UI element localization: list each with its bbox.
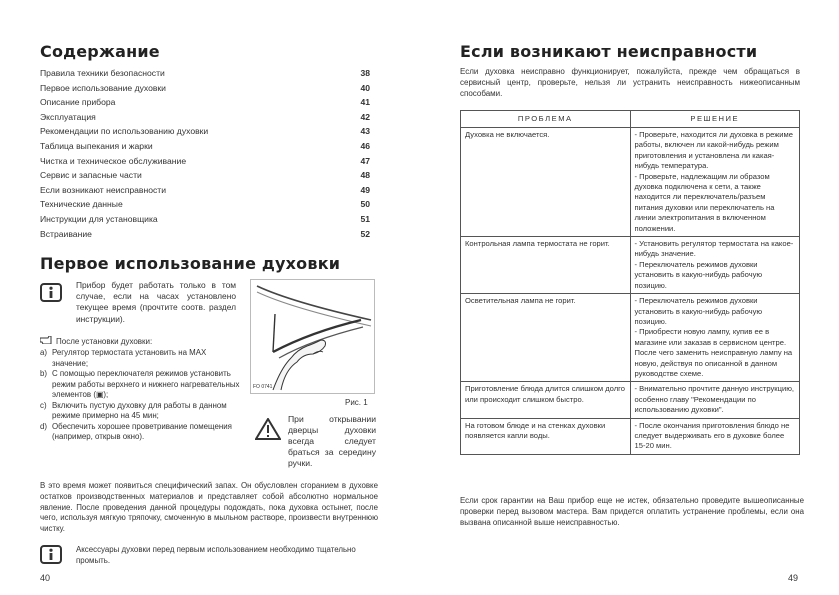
toc-entry[interactable] [40, 227, 370, 242]
solution-line: - Переключатель режимов духовки установить в какую-нибудь рабочую позицию. [634, 296, 763, 326]
table-row [461, 128, 800, 237]
toc-entry[interactable] [40, 212, 370, 227]
solution-cell [630, 294, 800, 382]
solution-cell [630, 237, 800, 294]
step-marker: a) [40, 348, 48, 357]
toc-entry[interactable] [40, 66, 370, 81]
troubleshooting-title: Если возникают неисправности [460, 42, 758, 61]
toc-page: 52 [360, 228, 370, 239]
toc-label: Чистка и техническое обслуживание [40, 155, 187, 166]
step-item [40, 369, 240, 401]
toc-page: 47 [360, 155, 370, 166]
toc-entry[interactable] [40, 81, 370, 96]
solution-line: - После окончания приготовления блюдо не следует выдерживать его в духовке более 15-20 мин. [634, 420, 790, 451]
toc-entry[interactable] [40, 183, 370, 198]
toc-entry[interactable] [40, 95, 370, 110]
solution-line: - Внимательно прочтите данную инструкцию, особенно главу "Рекомендации по использованию духовки". [634, 384, 794, 415]
toc-label: Таблица выпекания и жарки [40, 140, 153, 151]
toc-entry[interactable] [40, 197, 370, 212]
accessories-note: Аксессуары духовки перед первым использованием необходимо тщательно промыть. [76, 545, 356, 565]
after-install-heading [40, 336, 152, 347]
info-icon [40, 545, 62, 564]
toc-page: 40 [360, 82, 370, 93]
solution-line: - Приобрести новую лампу, купив ее в магазине или заказав в сервисном центре. После чего заменить неисправную лампу на новую, действуя по описанной в данном руководстве схеме. [634, 327, 793, 378]
toc-label: Эксплуатация [40, 111, 96, 122]
toc-label: Инструкции для установщика [40, 213, 158, 224]
table-row [461, 294, 800, 382]
step-text: Включить пустую духовку для работы в данном режиме примерно на 45 мин; [52, 400, 227, 420]
table-row [461, 382, 800, 418]
toc-entry[interactable] [40, 168, 370, 183]
troubleshooting-table [460, 110, 800, 455]
install-steps [40, 348, 240, 443]
toc-label: Сервис и запасные части [40, 170, 142, 181]
solution-line: - Установить регулятор термостата на какое-нибудь значение. [634, 239, 794, 259]
step-text: Обеспечить хорошее проветривание помещения (например, открыв окно). [52, 421, 232, 441]
step-marker: d) [40, 421, 48, 431]
header-solution: РЕШЕНИЕ [630, 111, 800, 128]
toc-entry[interactable] [40, 139, 370, 154]
figure-code: FO 0741 [253, 384, 273, 390]
door-handle-illustration [251, 280, 374, 393]
toc-page: 42 [360, 111, 370, 122]
solution-cell [630, 128, 800, 237]
info-icon [40, 283, 62, 302]
problem-cell: Духовка не включается. [461, 128, 631, 237]
table-row [461, 237, 800, 294]
toc-label: Если возникают неисправности [40, 184, 167, 195]
section-title: Первое использование духовки [40, 254, 341, 273]
clock-note: Прибор будет работать только в том случае, если на часах установлено текущее время (прочтите соотв. раздел инструкции). [76, 280, 236, 324]
toc-label: Правила техники безопасности [40, 68, 165, 78]
hand-pointer-icon [40, 336, 56, 347]
oven-door-figure [250, 279, 375, 394]
warning-icon [255, 418, 281, 445]
toc-entry[interactable] [40, 124, 370, 139]
toc-label: Описание прибора [40, 97, 116, 108]
after-install-label: После установки духовки: [56, 337, 153, 346]
toc-page: 43 [360, 126, 370, 137]
problem-cell: Контрольная лампа термостата не горит. [461, 237, 631, 294]
step-marker: c) [40, 400, 47, 410]
solution-cell [630, 382, 800, 418]
toc-page: 50 [360, 199, 370, 210]
solution-line: - Проверьте, надлежащим ли образом духовка подключена к сети, а также находится ли переключатель/разъем питания духовки или переключатель на линии электропитания в включенном положении. [634, 171, 775, 233]
solution-line: - Проверьте, находится ли духовка в режиме работы, включен ли какой-нибудь режим приготовления и установлена ли какая-нибудь температура. [634, 130, 793, 171]
table-header-row [461, 111, 800, 128]
handle-warning: При открывании дверцы духовки всегда следует браться за середину ручки. [288, 414, 376, 468]
table-row [461, 418, 800, 454]
toc-title: Содержание [40, 42, 160, 61]
toc-page: 41 [360, 97, 370, 108]
step-item [40, 422, 240, 443]
problem-cell: Осветительная лампа не горит. [461, 294, 631, 382]
toc-label: Первое использование духовки [40, 82, 166, 93]
step-marker: b) [40, 369, 48, 378]
right-page [420, 0, 839, 595]
page-number-right: 49 [788, 573, 799, 583]
toc-page: 48 [360, 170, 370, 181]
smell-paragraph: В это время может появиться специфический запах. Он обусловлен сгоранием в духовке остатков производственных материалов и представляет собой абсолютно нормальное явление. После проведения данной процедуры подождать, пока духовка остынет, после чего, используя мягкую тряпочку, смоченную в мыльном растворе, произвести внутреннюю чистку. [40, 481, 378, 534]
troubleshooting-intro: Если духовка неисправно функционирует, пожалуйста, прежде чем обращаться в сервисный центр, проверьте, нельзя ли устранить неисправность нижеописанным способами. [460, 67, 800, 98]
toc-page: 49 [360, 184, 370, 195]
solution-line: - Переключатель режимов духовки установить в какую-нибудь рабочую позицию. [634, 259, 763, 290]
solution-cell [630, 418, 800, 454]
toc-label: Встраивание [40, 228, 92, 239]
problem-cell: Приготовление блюда длится слишком долго или происходит слишком быстро. [461, 382, 631, 418]
toc-label: Технические данные [40, 199, 123, 210]
header-problem: ПРОБЛЕМА [461, 111, 631, 128]
toc-page: 38 [360, 68, 370, 78]
figure-caption: Рис. 1 [345, 398, 368, 407]
problem-cell: На готовом блюде и на стенках духовки появляется капли воды. [461, 418, 631, 454]
step-text: Регулятор термостата установить на MAX значение; [52, 348, 207, 368]
toc-page: 51 [360, 213, 370, 224]
toc-label: Рекомендации по использованию духовки [40, 126, 209, 137]
step-item [40, 348, 240, 369]
toc-entry[interactable] [40, 110, 370, 125]
table-of-contents [40, 66, 370, 241]
page-number-left: 40 [40, 573, 51, 583]
step-text: С помощью переключателя режимов установить режим работы верхнего и нижнего нагревательных элементов (▣); [52, 369, 240, 399]
warranty-note: Если срок гарантии на Ваш прибор еще не истек, обязательно проведите вышеописанные проверки перед вызовом мастера. Вам придется оплатить устранение проблемы, если она вызвана описанной выше неисправностью. [460, 496, 804, 527]
toc-entry[interactable] [40, 154, 370, 169]
step-item [40, 401, 240, 422]
toc-page: 46 [360, 140, 370, 151]
